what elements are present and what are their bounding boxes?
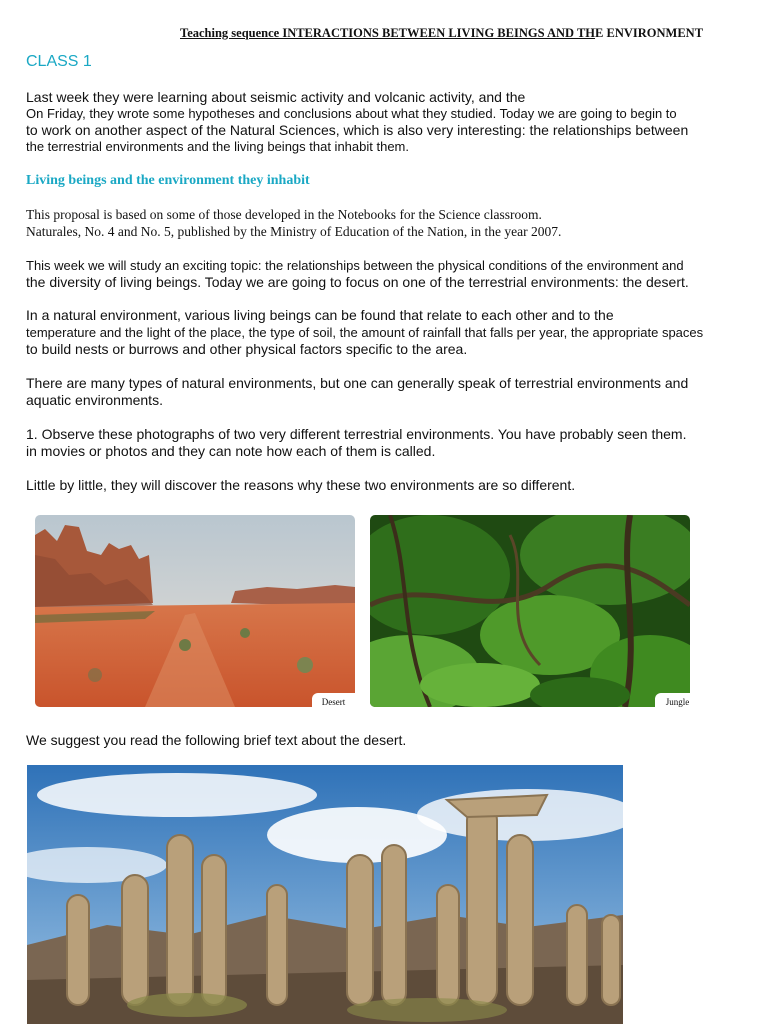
jungle-illustration	[370, 515, 690, 707]
desert-caption: Desert	[312, 693, 355, 711]
cactus-photo	[27, 765, 623, 1024]
desert-photo	[35, 515, 355, 707]
little-by-little-text: Little by little, they will discover the reasons why these two environments are so different.	[26, 477, 576, 493]
types-line-2: aquatic environments.	[26, 392, 163, 408]
types-paragraph	[26, 375, 738, 409]
observe-line-2: in movies or photos and they can note how each of them is called.	[26, 443, 436, 459]
class-title: CLASS 1	[26, 53, 92, 70]
week-paragraph	[26, 257, 738, 291]
observe-line-1: 1. Observe these photographs of two very different terrestrial environments. You have probably seen them.	[26, 426, 687, 442]
cactus-illustration	[27, 765, 623, 1024]
intro-line-4: the terrestrial environments and the living beings that inhabit them.	[26, 139, 409, 154]
suggest-text: We suggest you read the following brief text about the desert.	[26, 732, 407, 748]
natural-line-2: temperature and the light of the place, the type of soil, the amount of rainfall that falls per year, the appropriate spaces	[26, 325, 704, 340]
observe-paragraph	[26, 426, 738, 460]
intro-line-1: Last week they were learning about seismic activity and volcanic activity, and the	[26, 89, 526, 105]
intro-line-2: On Friday, they wrote some hypotheses and conclusions about what they studied. Today we are going to begin to	[26, 106, 677, 121]
document-header	[180, 26, 703, 41]
proposal-paragraph	[26, 206, 561, 240]
proposal-line-1: This proposal is based on some of those developed in the Notebooks for the Science classroom.	[26, 207, 542, 222]
natural-paragraph	[26, 307, 738, 358]
header-underlined: Teaching sequence INTERACTIONS BETWEEN LIVING BEINGS AND TH	[180, 26, 596, 40]
natural-line-3: to build nests or burrows and other physical factors specific to the area.	[26, 341, 468, 357]
header-suffix: E ENVIRONMENT	[595, 26, 704, 40]
week-line-1: This week we will study an exciting topic: the relationships between the physical conditions of the environment and	[26, 258, 684, 273]
natural-line-1: In a natural environment, various living beings can be found that relate to each other and to the	[26, 307, 614, 323]
desert-illustration	[35, 515, 355, 707]
intro-paragraph	[26, 89, 738, 155]
intro-line-3: to work on another aspect of the Natural Sciences, which is also very interesting: the relationships between	[26, 122, 689, 138]
jungle-photo	[370, 515, 690, 707]
types-line-1: There are many types of natural environments, but one can generally speak of terrestrial environments and	[26, 375, 689, 391]
week-line-2: the diversity of living beings. Today we are going to focus on one of the terrestrial environments: the desert.	[26, 274, 689, 290]
section-heading: Living beings and the environment they inhabit	[26, 173, 310, 188]
proposal-line-2: Naturales, No. 4 and No. 5, published by the Ministry of Education of the Nation, in the year 2007.	[26, 224, 562, 239]
jungle-caption: Jungle	[655, 693, 700, 711]
